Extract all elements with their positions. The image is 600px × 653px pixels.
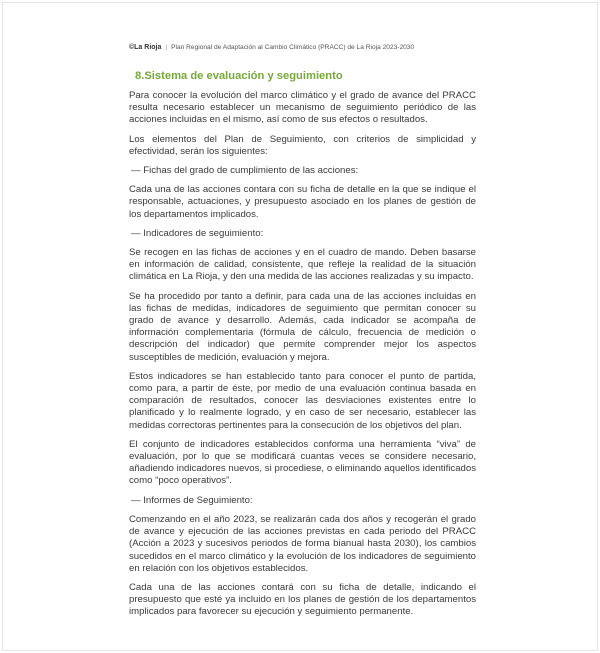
document-title: Plan Regional de Adaptación al Cambio Climático (PRACC) de La Rioja 2023-2030: [171, 44, 415, 51]
section-title: 8.Sistema de evaluación y seguimiento: [135, 70, 343, 82]
paragraph-fichas: Cada una de las acciones contara con su ficha de detalle en la que se indique el responsable, actuaciones, y presupuesto asociado en los planes de gestión de los departamentos implicados.: [129, 184, 476, 220]
paragraph-indicadores-3: Estos indicadores se han establecido tanto para conocer el punto de partida, como para, a partir de éste, por medio de una evaluación continua basada en comparación de resultados, conocer las desviaciones existentes entre lo planificado y lo realmente logrado, y en caso de ser necesario, establecer las medidas correctoras pertinentes para la consecución de los objetivos del plan.: [129, 370, 476, 431]
header-separator: |: [165, 44, 168, 51]
running-header: [129, 44, 414, 51]
paragraph-intro: Para conocer la evolución del marco climático y el grado de avance del PRACC resulta necesario establecer un mecanismo de seguimiento periódico de las acciones incluidas en el mismo, así como de sus efectos o resultados.: [129, 90, 476, 126]
paragraph-indicadores-2: Se ha procedido por tanto a definir, para cada una de las acciones incluidas en las fichas de medidas, indicadores de seguimiento que permitan conocer su grado de avance y desarrollo. Además, cada indicador se acompaña de información complementaria (fórmula de cálculo, frecuencia de medición o descripción del indicador) que permite comprender mejor los aspectos susceptibles de medición, evaluación y mejora.: [129, 290, 476, 363]
la-rioja-logo: ©La Rioja: [129, 44, 162, 51]
paragraph-elements: Los elementos del Plan de Seguimiento, con criterios de simplicidad y efectividad, serán los siguientes:: [129, 133, 476, 157]
page-content: [129, 68, 476, 626]
paragraph-informes-2: Cada una de las acciones contará con su ficha de detalle, indicando el presupuesto que esté ya incluido en los planes de gestión de los departamentos implicados para favorecer su ejecución y seguimiento permanente.: [129, 581, 476, 618]
paragraph-informes-1: Comenzando en el año 2023, se realizarán cada dos años y recogerán el grado de avance y ejecución de las acciones previstas en cada periodo del PRACC (Acción a 2023 y sucesivos periodos de forma bianual hasta 2030), los cambios sucedidos en el marco climático y la evolución de los indicadores de seguimiento en relación con los objetivos establecidos.: [129, 513, 476, 574]
paragraph-indicadores-1: Se recogen en las fichas de acciones y en el cuadro de mando. Deben basarse en información de calidad, consistente, que refleje la realidad de la situación climática en La Rioja, y den una medida de las acciones realizadas y su impacto.: [129, 247, 476, 283]
list-item-indicadores: — Indicadores de seguimiento:: [131, 227, 264, 239]
list-item-informes: — Informes de Seguimiento:: [131, 494, 253, 506]
paragraph-indicadores-4: El conjunto de indicadores establecidos conforma una herramienta “viva” de evaluación, por lo que se modificará cuantas veces se considere necesario, añadiendo indicadores nuevos, si procediese, o eliminando aquellos identificados como “poco operativos”.: [129, 438, 476, 487]
list-item-fichas: — Fichas del grado de cumplimiento de las acciones:: [131, 165, 359, 177]
